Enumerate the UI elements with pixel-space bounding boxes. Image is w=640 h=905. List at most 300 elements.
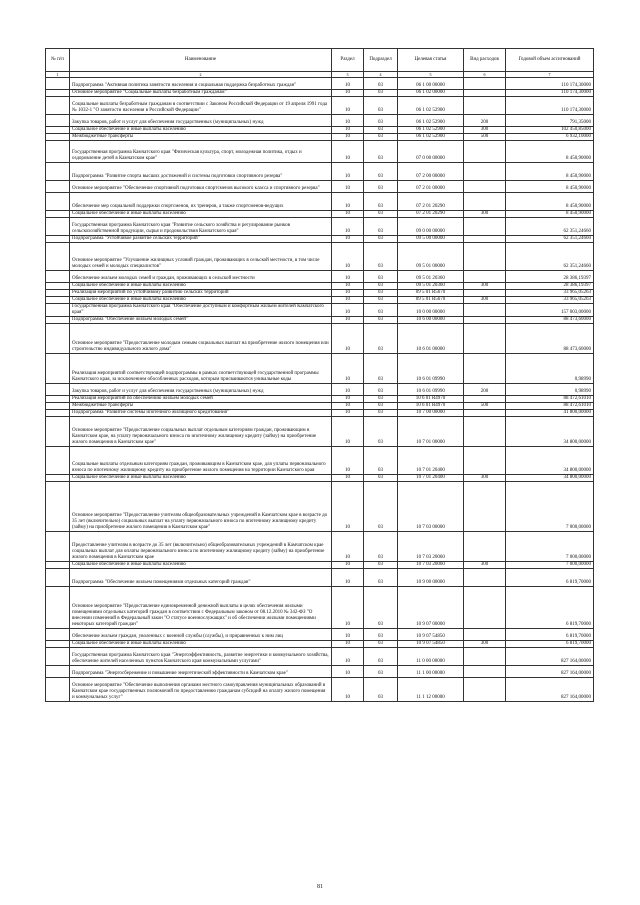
- cell-target-article: 09 5 01 R5670: [398, 297, 464, 304]
- col-index: 3: [332, 72, 364, 78]
- cell-podrazdel: 03: [364, 297, 398, 304]
- cell-num: [46, 243, 70, 271]
- table-row: [46, 97, 594, 115]
- cell-name: Основное мероприятие "Улучшение жилищных условий граждан, проживающих в сельской местности, в том числе молодых семей и молодых специалистов": [70, 243, 332, 271]
- cell-num: [46, 317, 70, 324]
- cell-name: Подпрограмма "Устойчивое развитие сельских территорий": [70, 236, 332, 243]
- cell-amount: 33 965,05263: [506, 290, 594, 297]
- cell-name: Подпрограмма "Развитие спорта высших достижений и системы подготовки спортивного резерва": [70, 163, 332, 181]
- cell-podrazdel: 03: [364, 134, 398, 141]
- cell-target-article: 10 6 01 R4970: [398, 396, 464, 403]
- cell-razdel: 10: [332, 134, 364, 141]
- cell-amount: 6 819,70000: [506, 641, 594, 648]
- cell-num: [46, 271, 70, 283]
- cell-razdel: 10: [332, 271, 364, 283]
- cell-num: [46, 324, 70, 354]
- cell-name: Социальное обеспечение и иные выплаты населению: [70, 211, 332, 218]
- cell-num: [46, 193, 70, 211]
- cell-amount: 8 450,90000: [506, 181, 594, 193]
- table-row: [46, 127, 594, 134]
- cell-amount: 6 819,70000: [506, 569, 594, 587]
- cell-expense-type: [464, 324, 506, 354]
- cell-razdel: 10: [332, 648, 364, 666]
- cell-amount: 34 800,00000: [506, 417, 594, 447]
- cell-razdel: 10: [332, 90, 364, 97]
- cell-expense-type: [464, 417, 506, 447]
- cell-podrazdel: 03: [364, 569, 398, 587]
- cell-expense-type: [464, 78, 506, 90]
- cell-amount: 110 174,30000: [506, 78, 594, 90]
- cell-name: Обеспечение жильем молодых семей и граждан, проживающих в сельской местности: [70, 271, 332, 283]
- cell-expense-type: [464, 629, 506, 641]
- cell-amount: 6 819,70000: [506, 629, 594, 641]
- cell-razdel: 10: [332, 211, 364, 218]
- cell-target-article: 10 9 07 54850: [398, 629, 464, 641]
- cell-razdel: 10: [332, 482, 364, 532]
- cell-name: Основное мероприятие "Обеспечение выполнения органами местного самоуправления муниципальных образований в Камчатском крае государственных полномочий по предоставлению гражданам субсидий на оплату жилого помещения и коммунальных услуг": [70, 678, 332, 702]
- cell-name: Подпрограмма "Обеспечение жильем молодых семей": [70, 317, 332, 324]
- cell-target-article: 06 1 02 52900: [398, 115, 464, 127]
- cell-expense-type: [464, 410, 506, 417]
- cell-podrazdel: 03: [364, 78, 398, 90]
- table-row: [46, 384, 594, 396]
- cell-num: [46, 447, 70, 475]
- cell-num: [46, 283, 70, 290]
- cell-target-article: 09 5 01 R5670: [398, 290, 464, 297]
- cell-razdel: 10: [332, 384, 364, 396]
- cell-name: Основное мероприятие "Обеспечение спортивной подготовки спортсменов высокого класса и спортивного резерва": [70, 181, 332, 193]
- table-row: [46, 417, 594, 447]
- cell-podrazdel: 03: [364, 127, 398, 134]
- cell-name: Межбюджетные трансферты: [70, 403, 332, 410]
- cell-name: Государственная программа Камчатского края "Энергоэффективность, развитие энергетики и коммунального хозяйства, обеспечение жителей населенных пунктов Камчатского края коммунальными услугами": [70, 648, 332, 666]
- cell-razdel: 10: [332, 354, 364, 384]
- cell-razdel: 10: [332, 218, 364, 236]
- cell-amount: 62 351,24660: [506, 236, 594, 243]
- cell-razdel: 10: [332, 678, 364, 702]
- cell-amount: 8 450,90000: [506, 141, 594, 163]
- cell-podrazdel: 03: [364, 678, 398, 702]
- cell-num: [46, 236, 70, 243]
- cell-target-article: 09 5 01 00000: [398, 243, 464, 271]
- cell-amount: 7 000,00000: [506, 562, 594, 569]
- cell-amount: 88 472,61010: [506, 403, 594, 410]
- cell-amount: 62 351,24660: [506, 243, 594, 271]
- cell-amount: 88 473,60000: [506, 324, 594, 354]
- budget-table-sheet: [45, 48, 593, 702]
- cell-razdel: 10: [332, 417, 364, 447]
- cell-target-article: 10 6 01 09990: [398, 354, 464, 384]
- table-row: [46, 354, 594, 384]
- table-row: [46, 587, 594, 629]
- cell-podrazdel: 03: [364, 629, 398, 641]
- cell-amount: 41 800,00000: [506, 410, 594, 417]
- cell-target-article: 07 2 01 20290: [398, 211, 464, 218]
- cell-amount: 827 164,00000: [506, 678, 594, 702]
- cell-name: Основное мероприятие "Предоставление молодым семьям социальных выплат на приобретение жилого помещения или строительство индивидуального жилого дома": [70, 324, 332, 354]
- cell-amount: 28 386,19397: [506, 283, 594, 290]
- col-index: 7: [506, 72, 594, 78]
- cell-amount: 0,98990: [506, 384, 594, 396]
- table-row: [46, 297, 594, 304]
- table-row: [46, 532, 594, 562]
- cell-target-article: 09 5 00 00000: [398, 236, 464, 243]
- cell-amount: 8 450,90000: [506, 193, 594, 211]
- col-index: 1: [46, 72, 70, 78]
- cell-num: [46, 482, 70, 532]
- cell-expense-type: [464, 317, 506, 324]
- cell-expense-type: [464, 447, 506, 475]
- cell-amount: 0,98990: [506, 354, 594, 384]
- cell-name: Государственная программа Камчатского края "Развитие сельского хозяйства и регулирование рынков сельскохозяйственной продукции, сырья и продовольствия Камчатского края": [70, 218, 332, 236]
- cell-amount: 6 819,70000: [506, 587, 594, 629]
- cell-name: Реализация мероприятий по обеспечению жильем молодых семей: [70, 396, 332, 403]
- cell-amount: 88 473,60000: [506, 317, 594, 324]
- cell-amount: 157 003,00000: [506, 304, 594, 317]
- cell-razdel: 10: [332, 283, 364, 290]
- cell-target-article: 10 9 00 00000: [398, 569, 464, 587]
- cell-num: [46, 410, 70, 417]
- table-row: [46, 317, 594, 324]
- cell-num: [46, 218, 70, 236]
- cell-name: Подпрограмма "Энергосбережение и повышение энергетической эффективности в Камчатском крае": [70, 666, 332, 678]
- cell-razdel: 10: [332, 396, 364, 403]
- cell-num: [46, 587, 70, 629]
- table-body: [46, 78, 594, 702]
- header-row: [46, 49, 594, 72]
- cell-razdel: 10: [332, 562, 364, 569]
- cell-target-article: 07 2 01 20290: [398, 193, 464, 211]
- cell-razdel: 10: [332, 127, 364, 134]
- cell-razdel: 10: [332, 304, 364, 317]
- col-index: 5: [398, 72, 464, 78]
- cell-name: Основное мероприятие "Предоставление единовременной денежной выплаты в целях обеспечения жилыми помещениями отдельных категорий граждан в соответствии с Федеральным законом от 08.12.2010 № 342-ФЗ "О внесении изменений в Федеральный закон "О статусе военнослужащих" и об обеспечении жилыми помещениями некоторых категорий граждан": [70, 587, 332, 629]
- cell-name: Социальное обеспечение и иные выплаты населению: [70, 127, 332, 134]
- cell-razdel: 10: [332, 297, 364, 304]
- table-row: [46, 243, 594, 271]
- cell-name: Предоставление учителям в возрасте до 35 лет (включительно) общеобразовательных учреждений в Камчатском крае социальных выплат для оплаты первоначального взноса по ипотечному жилищному кредиту (займу) на приобретение жилого помещения в Камчатском крае: [70, 532, 332, 562]
- cell-target-article: 06 1 00 00000: [398, 78, 464, 90]
- cell-name: Закупка товаров, работ и услуг для обеспечения государственных (муниципальных) нужд: [70, 384, 332, 396]
- cell-expense-type: [464, 532, 506, 562]
- cell-expense-type: 300: [464, 211, 506, 218]
- cell-podrazdel: 03: [364, 163, 398, 181]
- cell-amount: 791,35000: [506, 115, 594, 127]
- cell-num: [46, 396, 70, 403]
- table-row: [46, 163, 594, 181]
- cell-razdel: 10: [332, 115, 364, 127]
- table-row: [46, 562, 594, 569]
- cell-razdel: 10: [332, 532, 364, 562]
- table-row: [46, 666, 594, 678]
- cell-podrazdel: 03: [364, 532, 398, 562]
- cell-expense-type: [464, 354, 506, 384]
- cell-podrazdel: 03: [364, 641, 398, 648]
- cell-podrazdel: 03: [364, 447, 398, 475]
- cell-expense-type: [464, 396, 506, 403]
- cell-num: [46, 648, 70, 666]
- cell-num: [46, 141, 70, 163]
- cell-num: [46, 163, 70, 181]
- cell-expense-type: [464, 181, 506, 193]
- cell-target-article: 06 1 02 52900: [398, 97, 464, 115]
- cell-expense-type: [464, 218, 506, 236]
- table-row: [46, 141, 594, 163]
- cell-num: [46, 297, 70, 304]
- col-index: 6: [464, 72, 506, 78]
- cell-podrazdel: 03: [364, 587, 398, 629]
- cell-expense-type: [464, 482, 506, 532]
- cell-name: Подпрограмма "Активная политика занятости населения и социальная поддержка безработных граждан": [70, 78, 332, 90]
- cell-podrazdel: 03: [364, 218, 398, 236]
- cell-name: Социальные выплаты безработным гражданам в соответствии с Законом Российской Федерации от 19 апреля 1991 года № 1032-1 "О занятости населения в Российской Федерации": [70, 97, 332, 115]
- cell-target-article: 10 0 00 00000: [398, 304, 464, 317]
- cell-amount: 827 164,00000: [506, 648, 594, 666]
- cell-expense-type: 300: [464, 297, 506, 304]
- table-row: [46, 304, 594, 317]
- table-row: [46, 236, 594, 243]
- cell-razdel: 10: [332, 324, 364, 354]
- cell-target-article: 06 1 02 52900: [398, 134, 464, 141]
- table-row: [46, 475, 594, 482]
- cell-expense-type: 300: [464, 283, 506, 290]
- table-row: [46, 211, 594, 218]
- cell-expense-type: 300: [464, 641, 506, 648]
- cell-amount: 33 965,05263: [506, 297, 594, 304]
- cell-target-article: 11 1 00 00000: [398, 666, 464, 678]
- cell-target-article: 10 6 01 00000: [398, 324, 464, 354]
- cell-num: [46, 211, 70, 218]
- cell-num: [46, 532, 70, 562]
- cell-expense-type: [464, 587, 506, 629]
- cell-podrazdel: 03: [364, 482, 398, 532]
- cell-expense-type: [464, 163, 506, 181]
- cell-razdel: 10: [332, 181, 364, 193]
- cell-razdel: 10: [332, 587, 364, 629]
- cell-podrazdel: 03: [364, 384, 398, 396]
- cell-razdel: 10: [332, 236, 364, 243]
- table-row: [46, 678, 594, 702]
- cell-razdel: 10: [332, 290, 364, 297]
- cell-target-article: 09 0 00 00000: [398, 218, 464, 236]
- cell-num: [46, 475, 70, 482]
- cell-target-article: 10 9 07 00000: [398, 587, 464, 629]
- cell-razdel: 10: [332, 629, 364, 641]
- cell-amount: 110 174,30000: [506, 90, 594, 97]
- cell-name: Обеспечение мер социальной поддержки спортсменов, их тренеров, а также спортсменов-ведущих: [70, 193, 332, 211]
- cell-num: [46, 290, 70, 297]
- cell-podrazdel: 03: [364, 396, 398, 403]
- cell-expense-type: [464, 236, 506, 243]
- cell-expense-type: 300: [464, 562, 506, 569]
- cell-name: Подпрограмма "Развитие системы ипотечного жилищного кредитования": [70, 410, 332, 417]
- cell-target-article: 10 9 07 54850: [398, 641, 464, 648]
- header-podrazdel: Подраздел: [364, 49, 398, 72]
- cell-podrazdel: 03: [364, 410, 398, 417]
- cell-razdel: 10: [332, 475, 364, 482]
- table-row: [46, 482, 594, 532]
- table-row: [46, 641, 594, 648]
- cell-podrazdel: 03: [364, 193, 398, 211]
- cell-podrazdel: 03: [364, 666, 398, 678]
- cell-num: [46, 417, 70, 447]
- cell-name: Основное мероприятие "Предоставление социальных выплат отдельным категориям граждан, проживающим в Камчатском крае, на уплату первоначального взноса по ипотечному жилищному кредиту (займу) на приобретение жилого помещения в Камчатском крае": [70, 417, 332, 447]
- cell-name: Социальное обеспечение и иные выплаты населению: [70, 475, 332, 482]
- cell-expense-type: [464, 193, 506, 211]
- cell-amount: 6 932,10000: [506, 134, 594, 141]
- table-row: [46, 569, 594, 587]
- cell-expense-type: [464, 90, 506, 97]
- cell-target-article: 10 6 00 00000: [398, 317, 464, 324]
- header-annual-amount: Годовой объем ассигнований: [506, 49, 594, 72]
- cell-podrazdel: 03: [364, 403, 398, 410]
- cell-num: [46, 569, 70, 587]
- cell-num: [46, 666, 70, 678]
- cell-amount: 7 000,00000: [506, 532, 594, 562]
- cell-razdel: 10: [332, 141, 364, 163]
- cell-razdel: 10: [332, 666, 364, 678]
- table-row: [46, 283, 594, 290]
- table-row: [46, 271, 594, 283]
- cell-expense-type: [464, 141, 506, 163]
- cell-expense-type: 500: [464, 403, 506, 410]
- cell-amount: 34 800,00000: [506, 447, 594, 475]
- cell-expense-type: [464, 290, 506, 297]
- table-row: [46, 90, 594, 97]
- cell-expense-type: [464, 304, 506, 317]
- cell-name: Социальное обеспечение и иные выплаты населению: [70, 641, 332, 648]
- cell-target-article: 10 7 03 20060: [398, 562, 464, 569]
- cell-num: [46, 127, 70, 134]
- cell-podrazdel: 03: [364, 243, 398, 271]
- cell-expense-type: [464, 97, 506, 115]
- cell-podrazdel: 03: [364, 417, 398, 447]
- cell-num: [46, 181, 70, 193]
- cell-razdel: 10: [332, 243, 364, 271]
- table-row: [46, 648, 594, 666]
- cell-target-article: 10 7 01 20400: [398, 475, 464, 482]
- header-num: № п/п: [46, 49, 70, 72]
- cell-num: [46, 562, 70, 569]
- table-row: [46, 396, 594, 403]
- cell-podrazdel: 03: [364, 562, 398, 569]
- cell-razdel: 10: [332, 641, 364, 648]
- cell-expense-type: 200: [464, 384, 506, 396]
- cell-podrazdel: 03: [364, 115, 398, 127]
- cell-expense-type: [464, 648, 506, 666]
- col-index: 2: [70, 72, 332, 78]
- table-row: [46, 447, 594, 475]
- cell-expense-type: 500: [464, 134, 506, 141]
- cell-name: Обеспечение жильем граждан, уволенных с военной службы (службы), и приравненных к ним лиц: [70, 629, 332, 641]
- cell-target-article: 10 7 01 20400: [398, 447, 464, 475]
- cell-amount: 102 450,85000: [506, 127, 594, 134]
- cell-num: [46, 115, 70, 127]
- cell-name: Реализация мероприятий по устойчивому развитию сельских территорий: [70, 290, 332, 297]
- cell-amount: 88 472,61010: [506, 396, 594, 403]
- cell-podrazdel: 03: [364, 317, 398, 324]
- cell-podrazdel: 03: [364, 283, 398, 290]
- cell-podrazdel: 03: [364, 271, 398, 283]
- cell-target-article: 06 1 02 52900: [398, 127, 464, 134]
- cell-razdel: 10: [332, 97, 364, 115]
- table-row: [46, 290, 594, 297]
- cell-expense-type: 300: [464, 127, 506, 134]
- cell-podrazdel: 03: [364, 141, 398, 163]
- table-row: [46, 410, 594, 417]
- cell-razdel: 10: [332, 403, 364, 410]
- table-row: [46, 193, 594, 211]
- table-row: [46, 218, 594, 236]
- cell-podrazdel: 03: [364, 90, 398, 97]
- cell-razdel: 10: [332, 447, 364, 475]
- cell-name: Государственная программа Камчатского края "Обеспечение доступным и комфортным жильем жителей Камчатского края": [70, 304, 332, 317]
- cell-target-article: 09 5 01 20360: [398, 271, 464, 283]
- cell-amount: 8 450,90000: [506, 211, 594, 218]
- cell-target-article: 10 7 00 00000: [398, 410, 464, 417]
- cell-target-article: 11 1 12 00000: [398, 678, 464, 702]
- cell-razdel: 10: [332, 78, 364, 90]
- cell-target-article: 07 0 00 00000: [398, 141, 464, 163]
- cell-num: [46, 641, 70, 648]
- cell-name: Закупка товаров, работ и услуг для обеспечения государственных (муниципальных) нужд: [70, 115, 332, 127]
- cell-amount: 34 800,00000: [506, 475, 594, 482]
- cell-razdel: 10: [332, 410, 364, 417]
- header-target-article: Целевая статья: [398, 49, 464, 72]
- cell-podrazdel: 03: [364, 181, 398, 193]
- table-row: [46, 115, 594, 127]
- cell-target-article: 07 2 00 00000: [398, 163, 464, 181]
- cell-target-article: 06 1 02 00000: [398, 90, 464, 97]
- cell-num: [46, 384, 70, 396]
- cell-name: Социальные выплаты отдельным категориям граждан, проживающим в Камчатском крае, для уплаты первоначального взноса по ипотечному жилищному кредиту на приобретение жилого помещения на территории Камчатского края: [70, 447, 332, 475]
- cell-amount: 28 386,19397: [506, 271, 594, 283]
- cell-target-article: 10 7 03 00000: [398, 482, 464, 532]
- cell-expense-type: 200: [464, 115, 506, 127]
- cell-razdel: 10: [332, 317, 364, 324]
- cell-num: [46, 90, 70, 97]
- table-row: [46, 324, 594, 354]
- cell-target-article: 10 6 01 09990: [398, 384, 464, 396]
- cell-target-article: 11 0 00 00000: [398, 648, 464, 666]
- cell-podrazdel: 03: [364, 290, 398, 297]
- cell-podrazdel: 03: [364, 97, 398, 115]
- cell-razdel: 10: [332, 193, 364, 211]
- cell-amount: 110 174,30000: [506, 97, 594, 115]
- table-row: [46, 629, 594, 641]
- cell-podrazdel: 03: [364, 354, 398, 384]
- cell-num: [46, 134, 70, 141]
- cell-num: [46, 78, 70, 90]
- cell-target-article: 10 7 03 20060: [398, 532, 464, 562]
- cell-expense-type: [464, 243, 506, 271]
- table-row: [46, 403, 594, 410]
- cell-expense-type: 300: [464, 475, 506, 482]
- cell-expense-type: [464, 666, 506, 678]
- cell-razdel: 10: [332, 163, 364, 181]
- cell-name: Реализация мероприятий соответствующей подпрограммы в рамках соответствующей государственной программы Камчатского края, за исключением обособленных расходов, которым присваиваются уникальные коды: [70, 354, 332, 384]
- cell-name: Подпрограмма "Обеспечение жильем помещениями отдельных категорий граждан": [70, 569, 332, 587]
- cell-target-article: 09 5 01 20360: [398, 283, 464, 290]
- table-row: [46, 78, 594, 90]
- cell-num: [46, 304, 70, 317]
- cell-podrazdel: 03: [364, 648, 398, 666]
- header-razdel: Раздел: [332, 49, 364, 72]
- cell-name: Социальное обеспечение и иные выплаты населению: [70, 283, 332, 290]
- cell-podrazdel: 03: [364, 324, 398, 354]
- cell-target-article: 07 2 01 00000: [398, 181, 464, 193]
- cell-name: Межбюджетные трансферты: [70, 134, 332, 141]
